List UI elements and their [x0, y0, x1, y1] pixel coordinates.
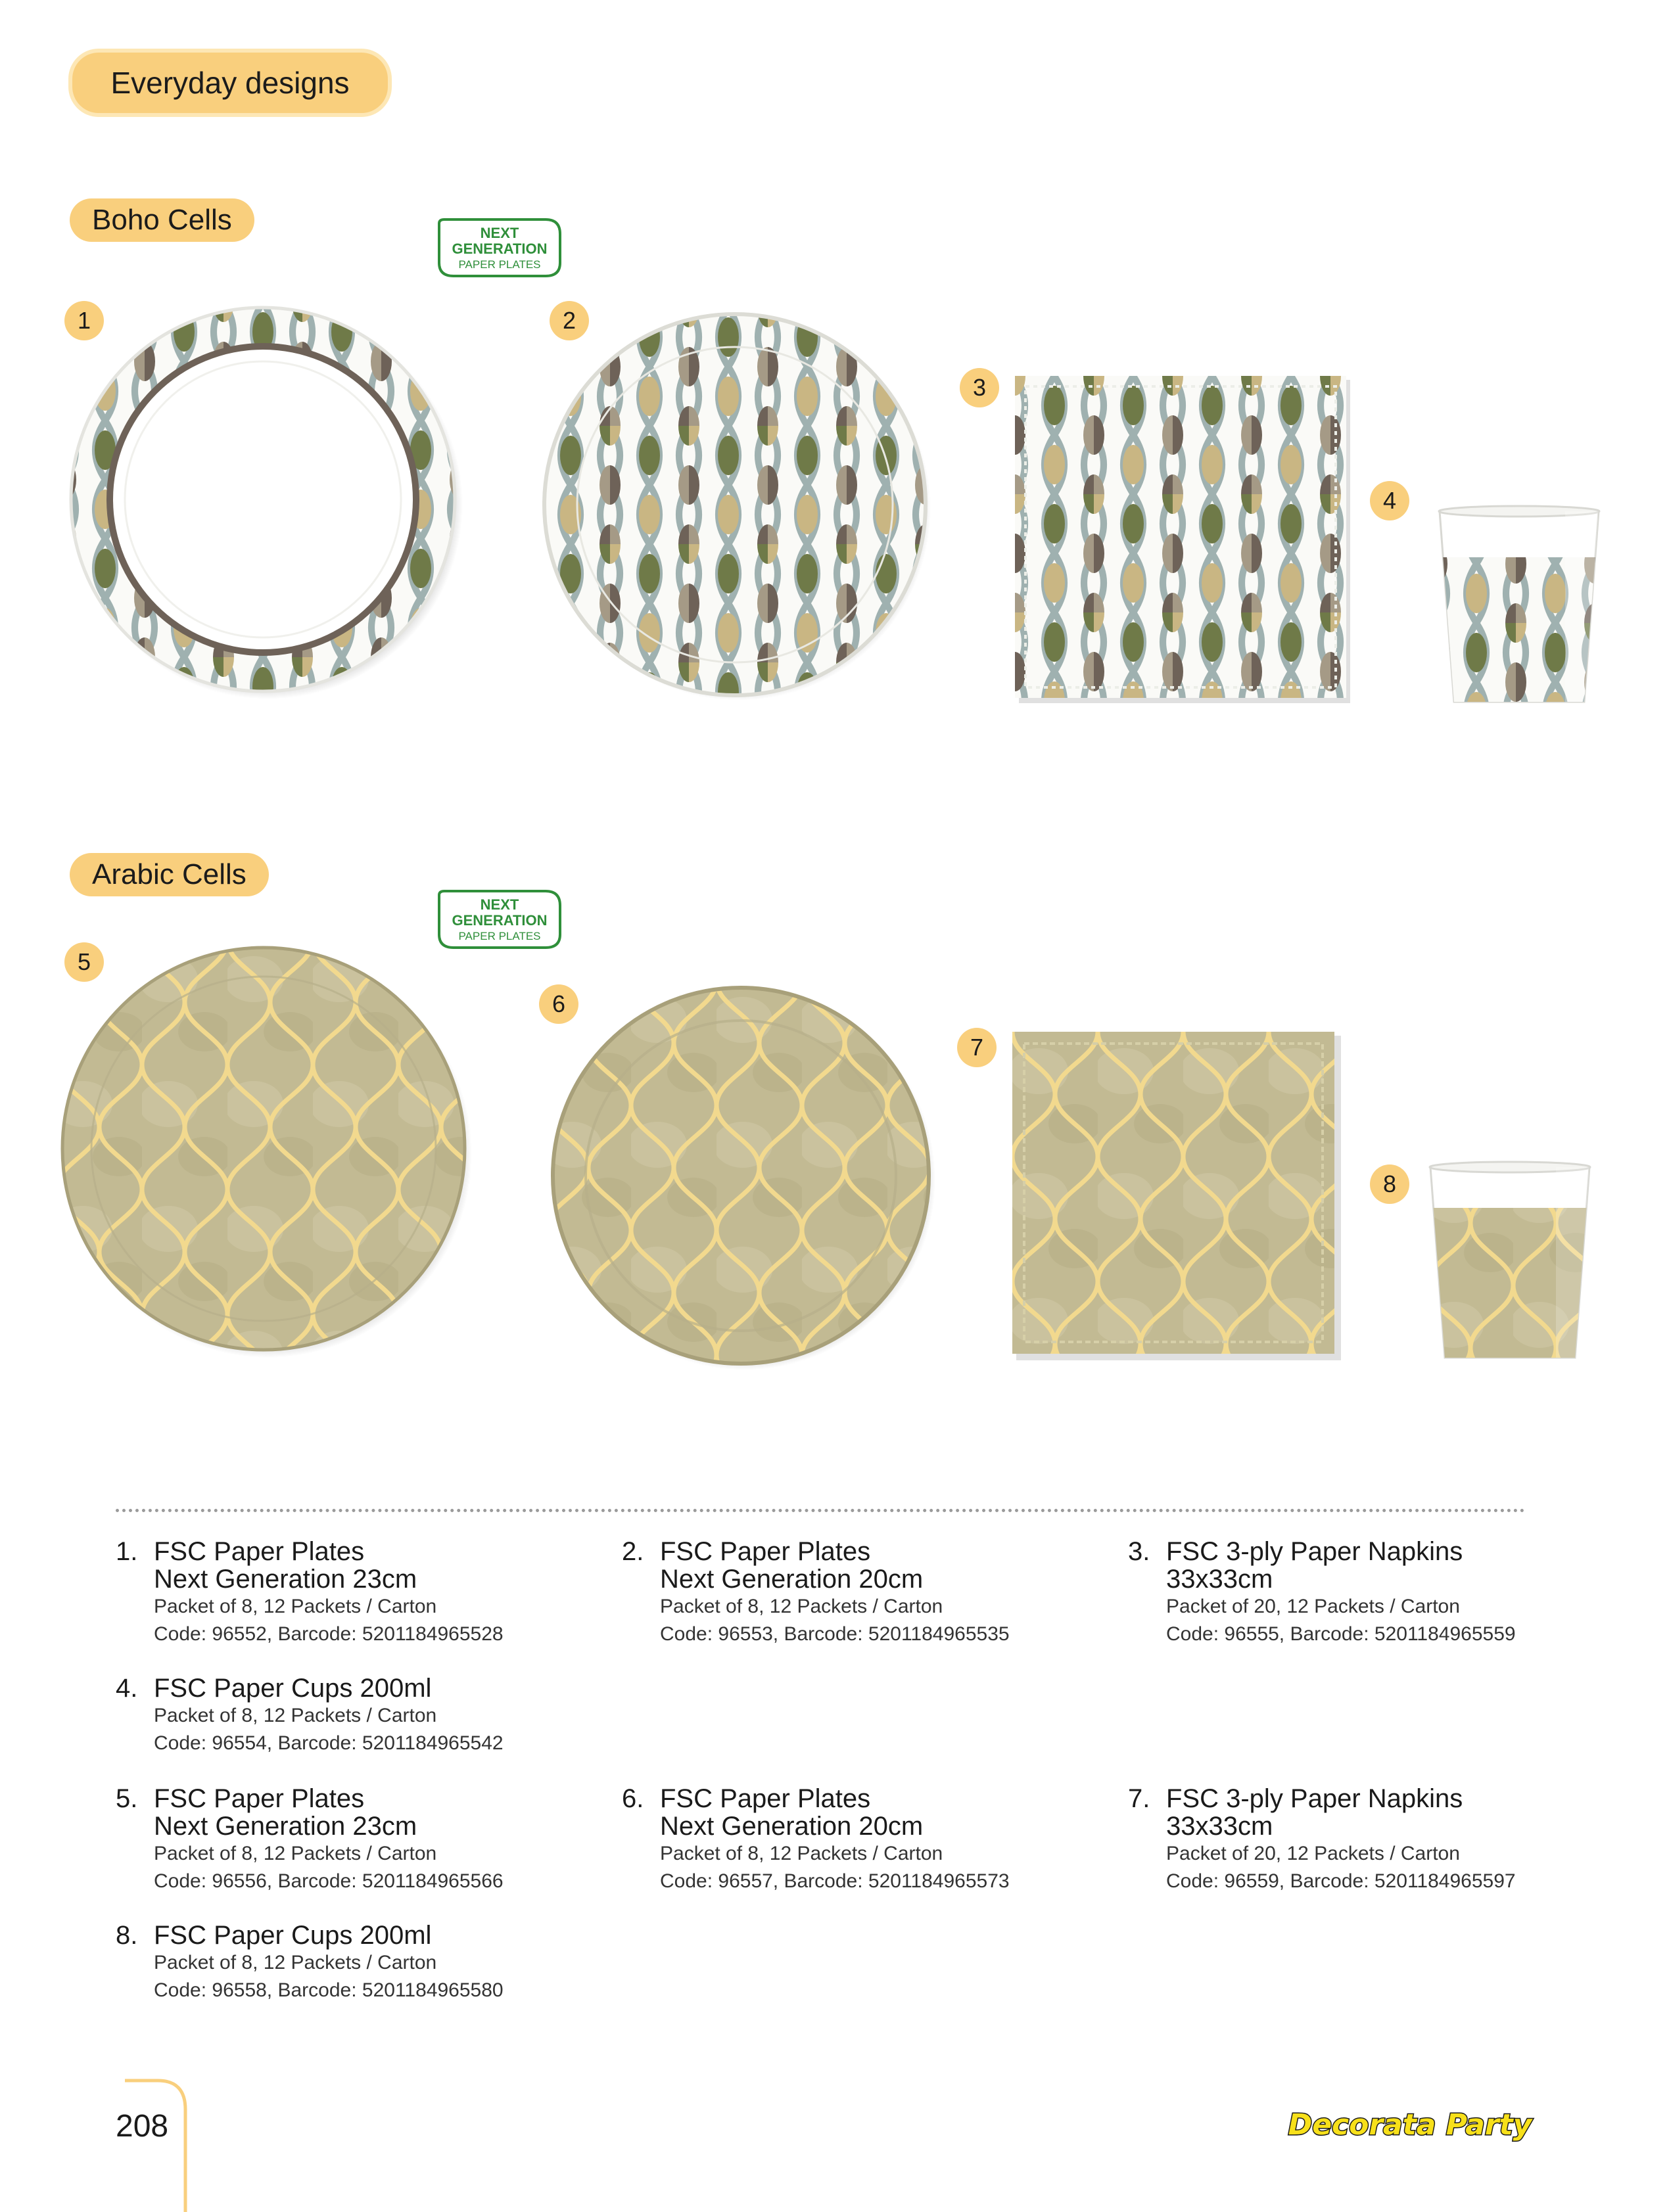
item-title: FSC 3-ply Paper Napkins	[1166, 1784, 1463, 1813]
item-description-3	[1128, 1538, 1601, 1648]
item-title: FSC Paper Plates	[154, 1537, 365, 1566]
arabic-cup-image	[1428, 1161, 1592, 1364]
item-subtitle: Next Generation 20cm	[660, 1812, 924, 1841]
item-code: Code: 96552, Barcode: 5201184965528	[154, 1623, 504, 1645]
product-badge-4: 4	[1370, 481, 1409, 520]
decorata-party-logo	[1288, 2100, 1532, 2146]
item-description-8	[116, 1922, 589, 2004]
product-badge-5: 5	[64, 942, 104, 982]
item-number: 2.	[622, 1537, 644, 1566]
item-subtitle: Next Generation 23cm	[154, 1565, 417, 1594]
item-code: Code: 96553, Barcode: 5201184965535	[660, 1623, 1010, 1645]
ng-badge-line1: NEXT	[480, 896, 519, 913]
item-title: FSC Paper Plates	[154, 1784, 365, 1813]
item-number: 7.	[1128, 1784, 1150, 1813]
page-number: 208	[116, 2109, 169, 2144]
item-packing: Packet of 8, 12 Packets / Carton	[154, 1705, 437, 1726]
item-packing: Packet of 8, 12 Packets / Carton	[154, 1596, 437, 1617]
item-code: Code: 96558, Barcode: 5201184965580	[154, 1979, 504, 2001]
product-badge-2: 2	[550, 301, 589, 340]
item-code: Code: 96559, Barcode: 5201184965597	[1166, 1870, 1516, 1892]
item-description-4	[116, 1674, 589, 1757]
boho-plate-23cm-image	[66, 302, 460, 697]
product-badge-6: 6	[539, 984, 578, 1024]
item-packing: Packet of 20, 12 Packets / Carton	[1166, 1596, 1460, 1617]
item-description-5	[116, 1785, 589, 1895]
arabic-napkin-image	[1012, 1032, 1341, 1360]
boho-cup-image	[1437, 505, 1601, 708]
item-number: 8.	[116, 1921, 138, 1950]
boho-napkin-image	[1015, 376, 1352, 704]
section-title-arabic-cells: Arabic Cells	[70, 853, 269, 896]
product-badge-7: 7	[957, 1028, 997, 1067]
item-number: 4.	[116, 1674, 138, 1703]
item-description-7	[1128, 1785, 1601, 1895]
item-title: FSC 3-ply Paper Napkins	[1166, 1537, 1463, 1566]
section-title-boho-cells: Boho Cells	[70, 198, 254, 242]
ng-badge-line1: NEXT	[480, 225, 519, 241]
item-packing: Packet of 8, 12 Packets / Carton	[660, 1596, 943, 1617]
next-generation-badge	[434, 217, 565, 279]
item-description-2	[622, 1538, 1095, 1648]
item-packing: Packet of 8, 12 Packets / Carton	[660, 1843, 943, 1864]
ng-badge-line2: GENERATION	[452, 241, 548, 257]
item-number: 6.	[622, 1784, 644, 1813]
product-badge-3: 3	[960, 368, 999, 407]
item-code: Code: 96555, Barcode: 5201184965559	[1166, 1623, 1516, 1645]
item-packing: Packet of 8, 12 Packets / Carton	[154, 1843, 437, 1864]
item-subtitle: 33x33cm	[1166, 1565, 1273, 1594]
arabic-plate-20cm-image	[546, 980, 936, 1371]
item-packing: Packet of 20, 12 Packets / Carton	[1166, 1843, 1460, 1864]
ng-badge-line3: PAPER PLATES	[458, 258, 541, 271]
item-title: FSC Paper Cups 200ml	[154, 1674, 432, 1703]
item-packing: Packet of 8, 12 Packets / Carton	[154, 1952, 437, 1973]
dotted-divider	[116, 1509, 1525, 1512]
item-subtitle: Next Generation 20cm	[660, 1565, 924, 1594]
product-badge-1: 1	[64, 301, 104, 340]
brand-text: Decorata Party	[1288, 2108, 1532, 2142]
item-number: 5.	[116, 1784, 138, 1813]
ng-badge-line2: GENERATION	[452, 912, 548, 929]
item-title: FSC Paper Plates	[660, 1784, 871, 1813]
ng-badge-line3: PAPER PLATES	[458, 930, 541, 942]
item-subtitle: 33x33cm	[1166, 1812, 1273, 1841]
product-badge-8: 8	[1370, 1164, 1409, 1204]
boho-plate-20cm-image	[531, 308, 939, 702]
item-number: 3.	[1128, 1537, 1150, 1566]
item-description-6	[622, 1785, 1095, 1895]
item-code: Code: 96556, Barcode: 5201184965566	[154, 1870, 504, 1892]
item-code: Code: 96557, Barcode: 5201184965573	[660, 1870, 1010, 1892]
item-number: 1.	[116, 1537, 138, 1566]
category-header: Everyday designs	[72, 53, 388, 113]
item-subtitle: Next Generation 23cm	[154, 1812, 417, 1841]
item-code: Code: 96554, Barcode: 5201184965542	[154, 1732, 504, 1754]
item-title: FSC Paper Plates	[660, 1537, 871, 1566]
page-corner-decoration	[0, 2077, 191, 2212]
item-description-1	[116, 1538, 589, 1648]
arabic-plate-23cm-image	[57, 940, 471, 1360]
item-title: FSC Paper Cups 200ml	[154, 1921, 432, 1950]
